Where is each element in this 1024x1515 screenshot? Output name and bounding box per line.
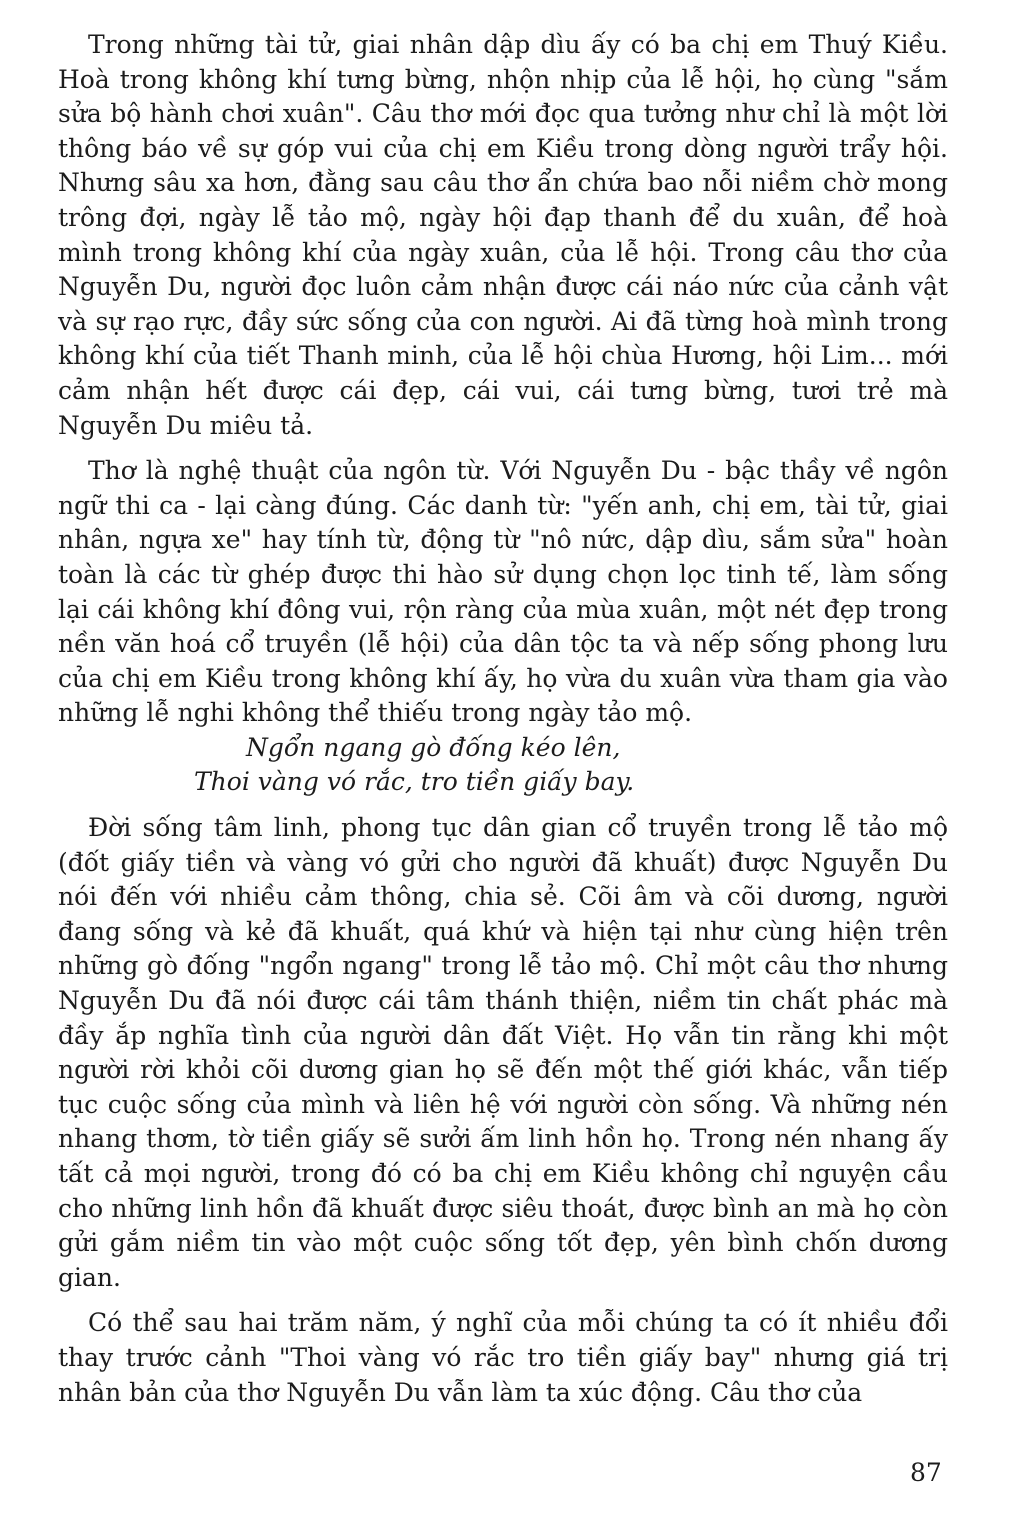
page-number: 87 <box>910 1458 942 1487</box>
paragraph-1: Trong những tài tử, giai nhân dập dìu ấy có ba chị em Thuý Kiều. Hoà trong không khí tưng bừng, nhộn nhịp của lễ hội, họ cùng "sắm sửa bộ hành chơi xuân". Câu thơ mới đọc qua tưởng như chỉ là một lời thông báo về sự góp vui của chị em Kiều trong dòng người trẩy hội. Nhưng sâu xa hơn, đằng sau câu thơ ẩn chứa bao nỗi niềm chờ mong trông đợi, ngày lễ tảo mộ, ngày hội đạp thanh để du xuân, để hoà mình trong không khí của ngày xuân, của lễ hội. Trong câu thơ của Nguyễn Du, người đọc luôn cảm nhận được cái náo nức của cảnh vật và sự rạo rực, đầy sức sống của con người. Ai đã từng hoà mình trong không khí của tiết Thanh minh, của lễ hội chùa Hương, hội Lim... mới cảm nhận hết được cái đẹp, cái vui, cái tưng bừng, tươi trẻ mà Nguyễn Du miêu tả. <box>58 30 948 440</box>
paragraph-3: Đời sống tâm linh, phong tục dân gian cổ truyền trong lễ tảo mộ (đốt giấy tiền và vàng vó gửi cho người đã khuất) được Nguyễn Du nói đến với nhiều cảm thông, chia sẻ. Cõi âm và cõi dương, người đang sống và kẻ đã khuất, quá khứ và hiện tại như cùng hiện trên những gò đống "ngổn ngang" trong lễ tảo mộ. Chỉ một câu thơ nhưng Nguyễn Du đã nói được cái tâm thánh thiện, niềm tin chất phác mà đầy ắp nghĩa tình của người dân đất Việt. Họ vẫn tin rằng khi một người rời khỏi cõi dương gian họ sẽ đến một thế giới khác, vẫn tiếp tục cuộc sống của mình và liên hệ với người còn sống. Và những nén nhang thơm, tờ tiền giấy sẽ sưởi ấm linh hồn họ. Trong nén nhang ấy tất cả mọi người, trong đó có ba chị em Kiều không chỉ nguyện cầu cho những linh hồn đã khuất được siêu thoát, được bình an mà họ còn gửi gắm niềm tin vào một cuộc sống tốt đẹp, yên bình chốn dương gian. <box>58 813 948 1292</box>
verse-quote <box>58 731 948 800</box>
verse-line-2: Thoi vàng vó rắc, tro tiền giấy bay. <box>194 767 635 797</box>
paragraph-4: Có thể sau hai trăm năm, ý nghĩ của mỗi chúng ta có ít nhiều đổi thay trước cảnh "Thoi vàng vó rắc tro tiền giấy bay" nhưng giá trị nhân bản của thơ Nguyễn Du vẫn làm ta xúc động. Câu thơ của <box>58 1308 948 1407</box>
page-body <box>58 28 948 1410</box>
verse-line-1: Ngổn ngang gò đống kéo lên, <box>246 732 621 762</box>
paragraph-2: Thơ là nghệ thuật của ngôn từ. Với Nguyễn Du - bậc thầy về ngôn ngữ thi ca - lại càng đúng. Các danh từ: "yến anh, chị em, tài tử, giai nhân, ngựa xe" hay tính từ, động từ "nô nức, dập dìu, sắm sửa" hoàn toàn là các từ ghép được thi hào sử dụng chọn lọc tinh tế, làm sống lại cái không khí đông vui, rộn ràng của mùa xuân, một nét đẹp trong nền văn hoá cổ truyền (lễ hội) của dân tộc ta và nếp sống phong lưu của chị em Kiều trong không khí ấy, họ vừa du xuân vừa tham gia vào những lễ nghi không thể thiếu trong ngày tảo mộ. <box>58 456 948 728</box>
